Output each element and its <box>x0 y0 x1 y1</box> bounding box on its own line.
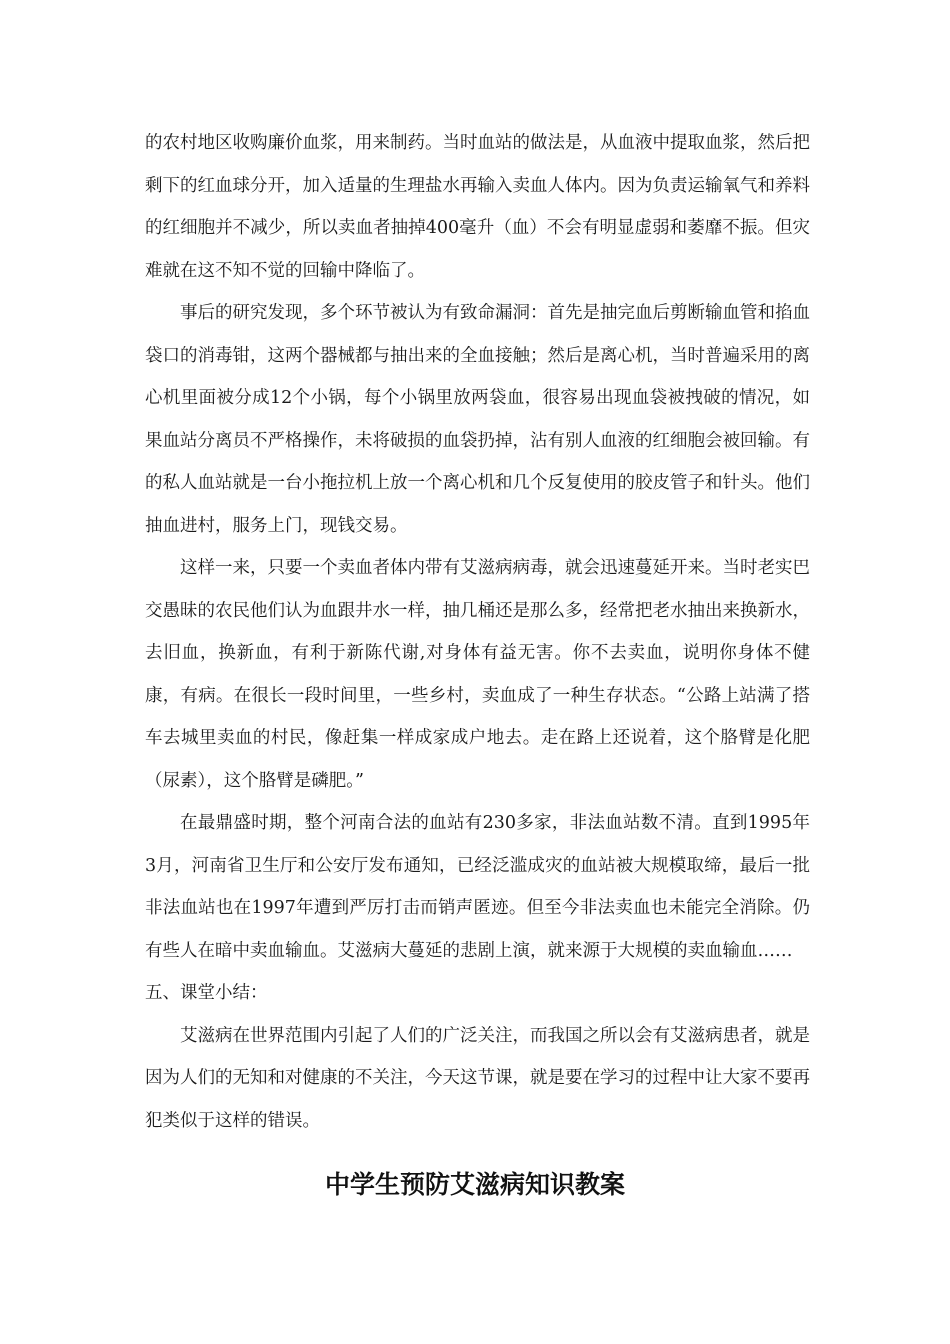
paragraph-spread: 这样一来，只要一个卖血者体内带有艾滋病病毒，就会迅速蔓延开来。当时老实巴交愚昧的农民他们认为血跟井水一样，抽几桶还是那么多，经常把老水抽出来换新水，去旧血，换新血，有利于新陈代谢,对身体有益无害。你不去卖血，说明你身体不健康，有病。在很长一段时间里，一些乡村，卖血成了一种生存状态。“公路上站满了搭车去城里卖血的村民，像赶集一样成家成户地去。走在路上还说着，这个胳臂是化肥（尿素），这个胳臂是磷肥。” <box>145 558 810 791</box>
section-heading-summary: 五、课堂小结： <box>145 983 268 1003</box>
paragraph-blood-stations: 在最鼎盛时期，整个河南合法的血站有230多家，非法血站数不清。直到1995年3月，河南省卫生厅和公安厅发布通知，已经泛滥成灾的血站被大规模取缔，最后一批非法血站也在1997年遭到严厉打击而销声匿迹。但至今非法卖血也未能完全消除。仍有些人在暗中卖血输血。艾滋病大蔓延的悲剧上演，就来源于大规模的卖血输血…… <box>145 813 810 961</box>
document-body <box>145 122 810 1142</box>
document-title: 中学生预防艾滋病知识教案 <box>324 1170 625 1199</box>
paragraph-continued: 的农村地区收购廉价血浆，用来制药。当时血站的做法是，从血液中提取血浆，然后把剩下的红血球分开，加入适量的生理盐水再输入卖血人体内。因为负责运输氧气和养料的红细胞并不减少，所以卖血者抽掉400毫升（血）不会有明显虚弱和萎靡不振。但灾难就在这不知不觉的回输中降临了。 <box>145 133 810 281</box>
paragraph-summary: 艾滋病在世界范围内引起了人们的广泛关注，而我国之所以会有艾滋病患者，就是因为人们的无知和对健康的不关注，今天这节课，就是要在学习的过程中让大家不要再犯类似于这样的错误。 <box>145 1025 810 1131</box>
paragraph-research-findings: 事后的研究发现，多个环节被认为有致命漏洞：首先是抽完血后剪断输血管和掐血袋口的消毒钳，这两个器械都与抽出来的全血接触；然后是离心机，当时普遍采用的离心机里面被分成12个小锅，每个小锅里放两袋血，很容易出现血袋被拽破的情况，如果血站分离员不严格操作，未将破损的血袋扔掉，沾有别人血液的红细胞会被回输。有的私人血站就是一台小拖拉机上放一个离心机和几个反复使用的胶皮管子和针头。他们抽血进村，服务上门，现钱交易。 <box>145 303 810 536</box>
